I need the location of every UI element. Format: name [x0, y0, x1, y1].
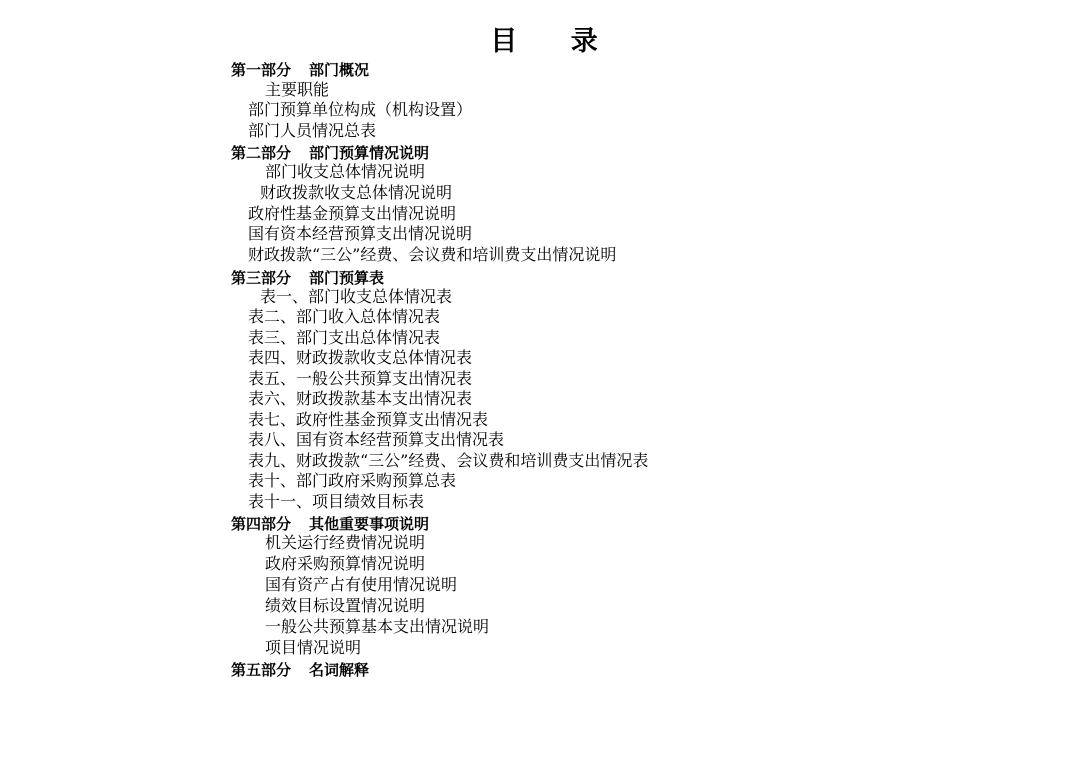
- toc-item[interactable]: 财政拨款收支总体情况说明: [260, 183, 453, 202]
- toc-item[interactable]: 项目情况说明: [265, 638, 362, 657]
- toc-item[interactable]: 一般公共预算基本支出情况说明: [265, 617, 490, 636]
- part-number: 第一部分: [231, 61, 292, 79]
- toc-item[interactable]: 表一、部门收支总体情况表: [260, 287, 453, 306]
- toc-item[interactable]: 表六、财政拨款基本支出情况表: [248, 389, 473, 408]
- toc-item[interactable]: 部门预算单位构成（机构设置）: [248, 100, 473, 119]
- toc-part-heading[interactable]: [231, 143, 429, 163]
- part-name: 部门预算情况说明: [309, 144, 430, 162]
- toc-item[interactable]: 表八、国有资本经营预算支出情况表: [248, 430, 505, 449]
- page-title: 目 录: [490, 26, 620, 57]
- toc-item[interactable]: 部门人员情况总表: [248, 121, 377, 140]
- toc-item[interactable]: 表十、部门政府采购预算总表: [248, 471, 457, 490]
- part-number: 第五部分: [231, 661, 292, 679]
- part-name: 名词解释: [309, 661, 370, 679]
- toc-item[interactable]: 表十一、项目绩效目标表: [248, 492, 425, 511]
- toc-part-heading[interactable]: [231, 60, 369, 80]
- toc-part-heading[interactable]: [231, 268, 384, 288]
- toc-item[interactable]: 国有资本经营预算支出情况说明: [248, 224, 473, 243]
- toc-item[interactable]: 财政拨款“三公”经费、会议费和培训费支出情况说明: [248, 245, 617, 264]
- toc-item[interactable]: 主要职能: [265, 80, 330, 99]
- part-number: 第四部分: [231, 515, 292, 533]
- toc-item[interactable]: 政府性基金预算支出情况说明: [248, 204, 457, 223]
- toc-item[interactable]: 国有资产占有使用情况说明: [265, 575, 458, 594]
- toc-item[interactable]: 表五、一般公共预算支出情况表: [248, 369, 473, 388]
- toc-part-heading[interactable]: [231, 660, 369, 680]
- toc-item[interactable]: 表二、部门收入总体情况表: [248, 307, 441, 326]
- part-name: 部门概况: [309, 61, 370, 79]
- toc-item[interactable]: 绩效目标设置情况说明: [265, 596, 426, 615]
- toc-item[interactable]: 表九、财政拨款“三公”经费、会议费和培训费支出情况表: [248, 451, 649, 470]
- toc-item[interactable]: 机关运行经费情况说明: [265, 533, 426, 552]
- part-number: 第二部分: [231, 144, 292, 162]
- part-name: 部门预算表: [309, 269, 385, 287]
- part-number: 第三部分: [231, 269, 292, 287]
- toc-part-heading[interactable]: [231, 514, 429, 534]
- toc-item[interactable]: 表七、政府性基金预算支出情况表: [248, 410, 489, 429]
- toc-item[interactable]: 部门收支总体情况说明: [265, 162, 426, 181]
- toc-item[interactable]: 表三、部门支出总体情况表: [248, 328, 441, 347]
- part-name: 其他重要事项说明: [309, 515, 430, 533]
- toc-item[interactable]: 政府采购预算情况说明: [265, 554, 426, 573]
- toc-item[interactable]: 表四、财政拨款收支总体情况表: [248, 348, 473, 367]
